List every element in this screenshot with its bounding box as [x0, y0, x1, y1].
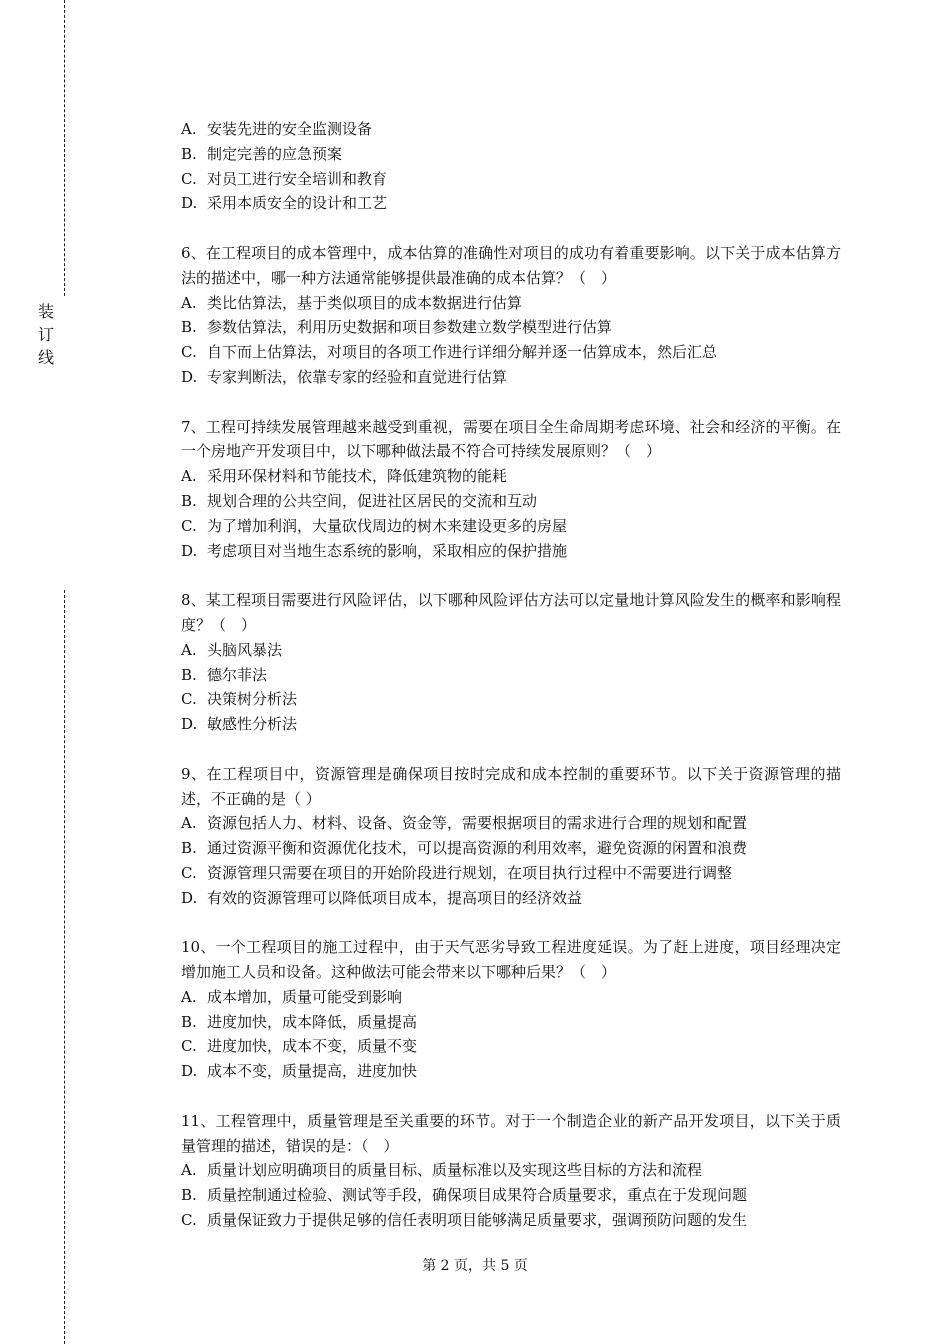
- option-a: [181, 638, 841, 663]
- question-text: 8、某工程项目需要进行风险评估，以下哪种风险评估方法可以定量地计算风险发生的概率和影响程度？（ ）: [181, 591, 841, 634]
- option-letter: D.: [181, 367, 198, 386]
- option-letter: B.: [181, 144, 197, 163]
- option-a: [181, 811, 841, 836]
- option-a: [181, 117, 841, 142]
- option-letter: B.: [181, 318, 197, 337]
- option-text: 质量控制通过检验、测试等手段，确保项目成果符合质量要求，重点在于发现问题: [207, 1186, 748, 1205]
- previous-question-options: [181, 117, 841, 216]
- option-text: 有效的资源管理可以降低项目成本，提高项目的经济效益: [207, 888, 583, 907]
- option-letter: A.: [181, 120, 197, 138]
- option-a: [181, 1158, 841, 1183]
- option-text: 决策树分析法: [207, 690, 298, 709]
- option-d: [181, 191, 841, 216]
- question-8: [181, 588, 841, 737]
- option-letter: C.: [181, 1211, 197, 1230]
- option-text: 质量保证致力于提供足够的信任表明项目能够满足质量要求，强调预防问题的发生: [207, 1211, 748, 1230]
- option-letter: C.: [181, 343, 197, 362]
- question-text: 7、工程可持续发展管理越来越受到重视，需要在项目全生命周期考虑环境、社会和经济的平衡。在一个房地产开发项目中，以下哪种做法最不符合可持续发展原则？（ ）: [181, 417, 841, 461]
- option-text: 专家判断法，依靠专家的经验和直觉进行估算: [207, 367, 508, 386]
- question-10: [181, 935, 841, 1084]
- option-letter: D.: [181, 888, 198, 907]
- option-text: 资源包括人力、材料、设备、资金等，需要根据项目的需求进行合理的规划和配置: [207, 814, 748, 833]
- question-7: [181, 415, 841, 564]
- option-text: 成本不变，质量提高，进度加快: [207, 1062, 418, 1081]
- binding-label: [36, 300, 56, 369]
- option-c: [181, 861, 841, 886]
- question-text: 11、工程管理中，质量管理是至关重要的环节。对于一个制造企业的新产品开发项目，以下关于质量管理的描述，错误的是：（ ）: [181, 1111, 841, 1155]
- option-text: 类比估算法，基于类似项目的成本数据进行估算: [207, 293, 523, 312]
- option-text: 考虑项目对当地生态系统的影响，采取相应的保护措施: [207, 541, 568, 560]
- option-text: 头脑风暴法: [207, 640, 283, 659]
- question-6: [181, 241, 841, 390]
- question-content: [181, 117, 841, 1233]
- option-text: 成本增加，质量可能受到影响: [207, 987, 403, 1006]
- option-b: [181, 836, 841, 861]
- question-text: 10、一个工程项目的施工过程中，由于天气恶劣导致工程进度延误。为了赶上进度，项目经理决定增加施工人员和设备。这种做法可能会带来以下哪种后果？（ ）: [181, 938, 841, 982]
- question-text: 9、在工程项目中，资源管理是确保项目按时完成和成本控制的重要环节。以下关于资源管理的描述，不正确的是（ ）: [181, 764, 841, 808]
- option-letter: A.: [181, 293, 197, 312]
- option-letter: C.: [181, 1037, 197, 1056]
- option-text: 为了增加利润，大量砍伐周边的树木来建设更多的房屋: [207, 516, 568, 535]
- option-letter: D.: [181, 541, 198, 560]
- option-letter: A.: [181, 467, 197, 486]
- option-letter: B.: [181, 1012, 197, 1031]
- option-a: [181, 464, 841, 489]
- option-a: [181, 985, 841, 1010]
- question-11: [181, 1109, 841, 1233]
- option-text: 采用本质安全的设计和工艺: [207, 194, 388, 213]
- option-c: [181, 1034, 841, 1059]
- binding-char: 装: [37, 302, 54, 321]
- option-text: 自下而上估算法，对项目的各项工作进行详细分解并逐一估算成本，然后汇总: [207, 343, 718, 362]
- binding-char: 线: [37, 348, 54, 367]
- option-letter: D.: [181, 194, 198, 213]
- page-footer: 第 2 页，共 5 页: [422, 1258, 528, 1274]
- option-text: 制定完善的应急预案: [207, 144, 343, 163]
- binding-line-bottom: [64, 590, 65, 1344]
- option-a: [181, 291, 841, 316]
- option-letter: C.: [181, 690, 197, 709]
- option-text: 规划合理的公共空间，促进社区居民的交流和互动: [207, 491, 538, 510]
- option-text: 通过资源平衡和资源优化技术，可以提高资源的利用效率，避免资源的闲置和浪费: [207, 839, 748, 858]
- option-text: 对员工进行安全培训和教育: [207, 169, 388, 188]
- option-c: [181, 340, 841, 365]
- option-letter: A.: [181, 814, 197, 833]
- question-text: 6、在工程项目的成本管理中，成本估算的准确性对项目的成功有着重要影响。以下关于成本估算方法的描述中，哪一种方法通常能够提供最准确的成本估算？（ ）: [181, 243, 841, 287]
- option-c: [181, 1208, 841, 1233]
- option-letter: D.: [181, 715, 198, 734]
- option-text: 参数估算法，利用历史数据和项目参数建立数学模型进行估算: [207, 318, 613, 337]
- option-text: 质量计划应明确项目的质量目标、质量标准以及实现这些目标的方法和流程: [207, 1161, 703, 1180]
- option-text: 德尔菲法: [207, 665, 268, 684]
- option-letter: B.: [181, 665, 197, 684]
- option-d: [181, 539, 841, 564]
- option-text: 资源管理只需要在项目的开始阶段进行规划，在项目执行过程中不需要进行调整: [207, 863, 733, 882]
- option-b: [181, 1183, 841, 1208]
- option-c: [181, 687, 841, 712]
- option-b: [181, 663, 841, 688]
- option-b: [181, 142, 841, 167]
- option-text: 采用环保材料和节能技术，降低建筑物的能耗: [207, 467, 508, 486]
- option-letter: D.: [181, 1062, 198, 1081]
- option-d: [181, 365, 841, 390]
- option-text: 敏感性分析法: [207, 715, 298, 734]
- option-letter: B.: [181, 839, 197, 858]
- option-text: 进度加快，成本不变，质量不变: [207, 1037, 418, 1056]
- question-9: [181, 762, 841, 911]
- option-letter: A.: [181, 987, 197, 1006]
- option-letter: B.: [181, 1186, 197, 1205]
- option-letter: C.: [181, 516, 197, 535]
- option-b: [181, 1010, 841, 1035]
- option-b: [181, 315, 841, 340]
- option-d: [181, 886, 841, 911]
- option-text: 进度加快，成本降低，质量提高: [207, 1012, 418, 1031]
- option-letter: C.: [181, 863, 197, 882]
- option-text: 安装先进的安全监测设备: [207, 120, 373, 138]
- option-d: [181, 1059, 841, 1084]
- binding-line-top: [64, 0, 65, 296]
- option-letter: A.: [181, 640, 197, 659]
- option-c: [181, 167, 841, 192]
- option-c: [181, 514, 841, 539]
- option-letter: B.: [181, 491, 197, 510]
- binding-char: 订: [37, 325, 54, 344]
- option-b: [181, 489, 841, 514]
- option-d: [181, 712, 841, 737]
- option-letter: C.: [181, 169, 197, 188]
- option-letter: A.: [181, 1161, 197, 1180]
